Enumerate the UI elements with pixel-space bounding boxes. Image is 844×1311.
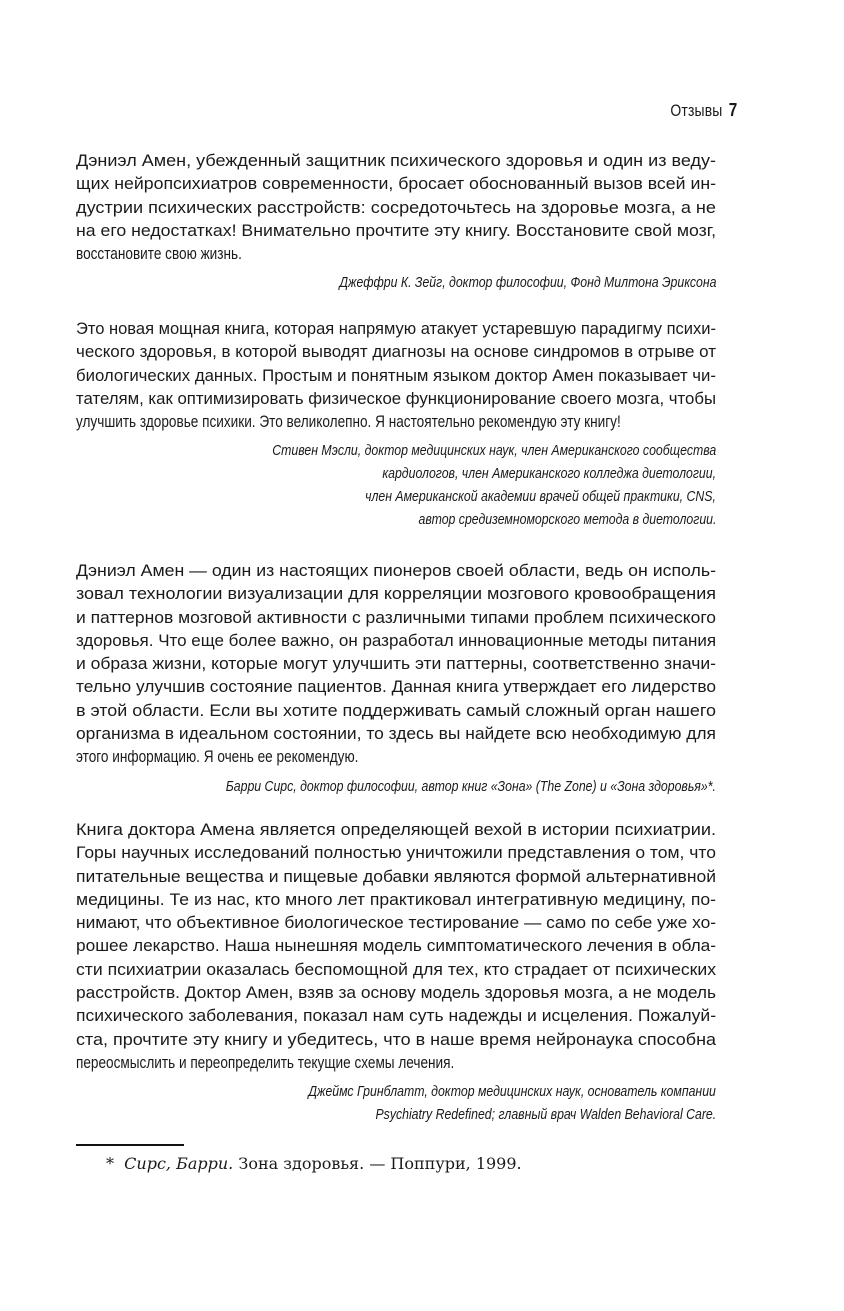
review-attribution bbox=[76, 1081, 716, 1127]
text-line: психического заболевания, показал нам суть надежды и исцеления. Пожалуй- bbox=[76, 1007, 717, 1026]
text-line: расстройств. Доктор Амен, взяв за основу модель здоровья мозга, а не модель bbox=[76, 984, 716, 1003]
attribution-line: Psychiatry Redefined; главный врач Walden Behavioral Care. bbox=[375, 1107, 716, 1124]
review-text bbox=[76, 150, 716, 266]
footnote-text: Зона здоровья. — Поппури, 1999. bbox=[238, 1154, 522, 1173]
text-line: зовал технологии визуализации для корреляции мозгового кровообращения bbox=[76, 585, 717, 604]
text-line: организма в идеальном состоянии, то здесь вы найдете всю необходимую для bbox=[76, 725, 716, 744]
review-1 bbox=[76, 150, 716, 295]
text-line: питательные вещества и пищевые добавки являются формой альтернативной bbox=[76, 867, 717, 886]
review-text bbox=[76, 318, 716, 434]
text-line: рошее лекарство. Наша нынешняя модель симптоматического лечения в обла- bbox=[76, 937, 717, 956]
text-line: на его недостатках! Внимательно прочтите эту книгу. Восстановите свой мозг, bbox=[76, 221, 716, 240]
text-line: Это новая мощная книга, которая напрямую атакует устаревшую парадигму психи- bbox=[76, 320, 717, 338]
review-attribution bbox=[76, 776, 716, 799]
review-2 bbox=[76, 318, 716, 532]
text-line: в этой области. Если вы хотите поддерживать самый сложный орган нашего bbox=[76, 701, 716, 720]
footnote-separator bbox=[76, 1144, 184, 1146]
text-line: ческого здоровья, в которой выводят диагнозы на основе синдромов в отрыве от bbox=[76, 343, 716, 362]
review-attribution bbox=[76, 440, 716, 532]
attribution-line: кардиологов, член Американского колледжа диетологии, bbox=[382, 466, 716, 483]
text-line: дустрии психических расстройств: сосредоточьтесь на здоровье мозга, а не bbox=[76, 198, 717, 217]
running-header bbox=[659, 100, 739, 124]
text-line: переосмыслить и переопределить текущие схемы лечения. bbox=[76, 1053, 455, 1072]
review-text bbox=[76, 560, 716, 770]
text-line: восстановите свою жизнь. bbox=[76, 245, 242, 264]
text-line: щих нейропсихиатров современности, бросает обоснованный вызов всей ин- bbox=[76, 175, 717, 194]
review-4 bbox=[76, 819, 716, 1127]
footnote bbox=[106, 1152, 522, 1176]
page-number: 7 bbox=[728, 100, 738, 120]
text-line: Горы научных исследований полностью уничтожили представления о том, что bbox=[76, 844, 716, 863]
attribution-line: Джеймс Гринблатт, доктор медицинских наук, основатель компании bbox=[308, 1084, 716, 1101]
text-line: Книга доктора Амена является определяющей вехой в истории психиатрии. bbox=[76, 821, 717, 839]
attribution-line: автор средиземноморского метода в диетологии. bbox=[418, 512, 716, 529]
review-3 bbox=[76, 560, 716, 799]
footnote-author: Сирс, Барри. bbox=[124, 1154, 234, 1173]
text-line: этого информацию. Я очень ее рекомендую. bbox=[76, 748, 359, 767]
text-line: и паттернов мозговой активности с различными типами проблем психического bbox=[76, 608, 717, 627]
attribution-line: Стивен Мэсли, доктор медицинских наук, член Американского сообщества bbox=[272, 443, 716, 460]
text-line: тателям, как оптимизировать физическое функционирование своего мозга, чтобы bbox=[76, 389, 717, 408]
review-attribution bbox=[76, 272, 716, 295]
text-line: Дэниэл Амен — один из настоящих пионеров своей области, ведь он исполь- bbox=[76, 562, 716, 580]
section-title: Отзывы bbox=[669, 101, 722, 120]
text-line: нимают, что объективное биологическое тестирование — само по себе уже хо- bbox=[76, 914, 717, 933]
attribution-line: Джеффри К. Зейг, доктор философии, Фонд Милтона Эриксона bbox=[338, 275, 716, 292]
text-line: ста, прочтите эту книгу и убедитесь, что в наше время нейронаука способна bbox=[76, 1030, 717, 1049]
text-line: биологических данных. Простым и понятным языком доктор Амен показывает чи- bbox=[76, 366, 716, 385]
review-text bbox=[76, 819, 716, 1075]
attribution-line: Барри Сирс, доктор философии, автор книг «Зона» (The Zone) и «Зона здоровья»*. bbox=[225, 778, 716, 795]
text-line: и образа жизни, которые могут улучшить эти паттерны, соответственно значи- bbox=[76, 655, 716, 674]
text-line: улучшить здоровье психики. Это великолепно. Я настоятельно рекомендую эту книгу! bbox=[76, 413, 621, 432]
text-line: здоровья. Что еще более важно, он разработал инновационные методы питания bbox=[76, 631, 717, 650]
text-line: медицины. Те из нас, кто много лет практиковал интегративную медицину, по- bbox=[76, 890, 717, 909]
footnote-marker: * bbox=[106, 1154, 114, 1173]
text-line: сти психиатрии оказалась беспомощной для тех, кто страдает от психических bbox=[76, 960, 717, 979]
text-line: тельно улучшив состояние пациентов. Данная книга утверждает его лидерство bbox=[76, 678, 717, 697]
attribution-line: член Американской академии врачей общей практики, CNS, bbox=[365, 489, 716, 506]
text-line: Дэниэл Амен, убежденный защитник психического здоровья и один из веду- bbox=[76, 152, 716, 170]
